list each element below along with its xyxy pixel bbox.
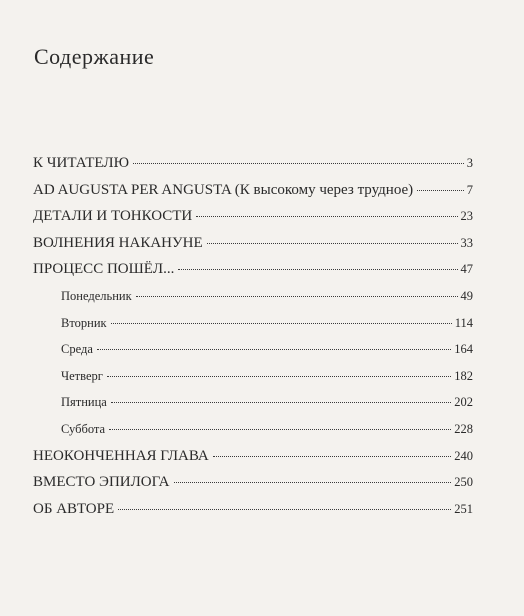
dot-leader bbox=[417, 190, 464, 191]
toc-entry[interactable] bbox=[33, 283, 473, 310]
toc-entry-label: ПРОЦЕСС ПОШЁЛ... bbox=[33, 261, 175, 278]
dot-leader bbox=[196, 216, 457, 217]
toc-entry-label: ДЕТАЛИ И ТОНКОСТИ bbox=[33, 208, 193, 225]
toc-entry-page-number: 228 bbox=[454, 421, 473, 436]
toc-entry[interactable] bbox=[33, 336, 473, 363]
dot-leader bbox=[207, 243, 458, 244]
dot-leader bbox=[107, 376, 451, 377]
page-title: Содержание bbox=[34, 44, 155, 69]
toc-entry-page-number: 164 bbox=[454, 342, 473, 357]
dot-leader bbox=[133, 163, 464, 164]
toc-entry-page-number: 33 bbox=[460, 235, 473, 250]
toc-entry-label: Суббота bbox=[61, 421, 106, 436]
toc-entry[interactable] bbox=[33, 416, 473, 443]
toc-entry-page-number: 240 bbox=[454, 448, 473, 463]
toc-entry[interactable] bbox=[33, 203, 473, 230]
dot-leader bbox=[109, 429, 451, 430]
toc-entry-page-number: 7 bbox=[466, 182, 473, 197]
toc-entry-label: Четверг bbox=[61, 368, 103, 383]
dot-leader bbox=[174, 482, 452, 483]
toc-entry-label: К ЧИТАТЕЛЮ bbox=[33, 155, 129, 171]
toc-entry[interactable] bbox=[33, 469, 473, 496]
dot-leader bbox=[111, 402, 451, 403]
toc-entry-page-number: 23 bbox=[460, 209, 473, 224]
dot-leader bbox=[111, 323, 452, 324]
toc-entry-label: Вторник bbox=[61, 315, 107, 330]
toc-entry[interactable] bbox=[33, 230, 473, 257]
toc-entry-page-number: 49 bbox=[460, 288, 473, 303]
toc-entry[interactable] bbox=[33, 256, 473, 283]
toc-entry-label: ВОЛНЕНИЯ НАКАНУНЕ bbox=[33, 234, 203, 251]
toc-entry-page-number: 202 bbox=[454, 395, 473, 410]
toc-entry-label: ВМЕСТО ЭПИЛОГА bbox=[33, 474, 170, 491]
dot-leader bbox=[97, 349, 451, 350]
dot-leader bbox=[213, 456, 452, 457]
toc-entry[interactable] bbox=[33, 177, 473, 204]
toc-entry[interactable] bbox=[33, 389, 473, 416]
toc-entry-label: Пятница bbox=[61, 395, 107, 410]
toc-entry-label: AD AUGUSTA PER ANGUSTA (К высокому через трудное) bbox=[33, 181, 414, 198]
toc-entry-label: Среда bbox=[61, 342, 93, 357]
toc-entry-label: Понедельник bbox=[61, 288, 132, 303]
dot-leader bbox=[118, 509, 451, 510]
toc-entry-page-number: 182 bbox=[454, 368, 473, 383]
toc-entry[interactable] bbox=[33, 443, 473, 470]
toc-entry-page-number: 250 bbox=[454, 475, 473, 490]
toc-entry[interactable] bbox=[33, 363, 473, 390]
toc-entry-page-number: 3 bbox=[466, 156, 473, 170]
table-of-contents bbox=[33, 150, 473, 522]
toc-entry-label: ОБ АВТОРЕ bbox=[33, 500, 115, 517]
toc-entry[interactable] bbox=[33, 150, 473, 177]
dot-leader bbox=[136, 296, 458, 297]
toc-entry-page-number: 251 bbox=[454, 501, 473, 516]
toc-entry[interactable] bbox=[33, 310, 473, 337]
dot-leader bbox=[178, 269, 457, 270]
toc-entry[interactable] bbox=[33, 496, 473, 523]
toc-entry-label: НЕОКОНЧЕННАЯ ГЛАВА bbox=[33, 447, 209, 464]
toc-entry-page-number: 114 bbox=[454, 315, 473, 330]
toc-entry-page-number: 47 bbox=[460, 262, 473, 277]
